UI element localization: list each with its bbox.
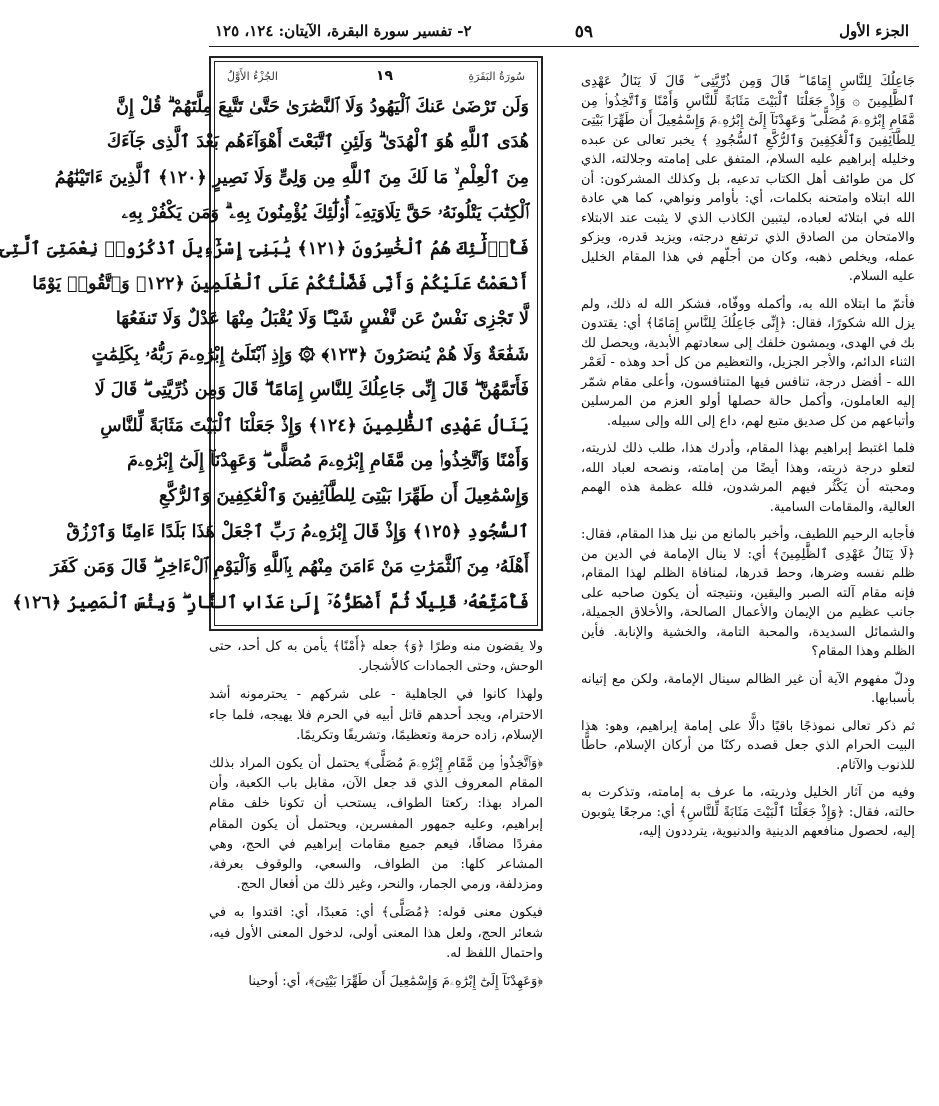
paragraph: فأتمّ ما ابتلاه الله به، وأكمله ووفّاه، فشكر الله له ذلك، ولم يزل الله شكورًا، فقال: ﴿إِنِّى جَاعِلُكَ لِلنَّاسِ إِمَامًا﴾ أي: يقتدون بك في الهدى، ويمشون خلفك إلى سعادتهم الأبدية، ويحصل لك الثناء الدائم، والأجر الجزيل، والتعظيم من كل أحد وهذه - لَعَمْر الله - أفضل درجة، تنافس فيها المتنافسون، وأعلى مقام شمّر إليه العاملون، وأكمل حالة حصلها أولو العزم من المرسلين وأتباعهم من كل صديق متبع لهم، داع إلى الله وإلى سبيله.	[581, 296, 915, 429]
quran-line: شَفَٰعَةٌ وَلَا هُمْ يُنصَرُونَ ﴿١٢٣﴾ ۞ وَإِذِ ٱبْتَلَىٰٓ إِبْرَٰهِۦمَ رَبُّهُۥ بِكَلِمَٰتٍ	[91, 344, 529, 365]
quran-line: فَأُمَتِّعُهُۥ قَلِيلًا ثُمَّ أَضْطَرُّهُۥٓ إِلَىٰ عَذَابِ ٱلنَّارِ ۖ وَبِئْسَ ٱلْمَصِيرُ ﴿١٢٦﴾	[12, 592, 529, 613]
page-header	[207, 22, 915, 44]
paragraph: فيكون معنى قوله: ﴿مُصَلًّى﴾ أي: مَعبدًا، أي: اقتدوا به في شعائر الحج، ولعل هذا المعنى أولى، لدخول المعنى الأول فيه، واحتمال اللفظ له.	[209, 905, 543, 961]
header-rule	[209, 46, 919, 47]
quran-line: يَنَالُ عَهْدِى ٱلظَّٰلِمِينَ ﴿١٢٤﴾ وَإِذْ جَعَلْنَا ٱلْبَيْتَ مَثَابَةً لِّلنَّاسِ	[100, 415, 529, 436]
paragraph: وفيه من آثار الخليل وذريته، ما عرف به إمامته، وتذكرت به حالته، فقال: ﴿وَإِذْ جَعَلْنَا ٱلْبَيْتَ مَثَابَةً لِّلنَّاسِ﴾ أي: مرجعًا يثوبون إليه، لحصول منافعهم الدينية والدنيوية، يترددون إليه،	[581, 785, 915, 839]
paragraph: جَاعِلُكَ لِلنَّاسِ إِمَامًا ۖ قَالَ وَمِن ذُرِّيَّتِى ۖ قَالَ لَا يَنَالُ عَهْدِى ٱلظَّٰلِمِينَ ۞ وَإِذْ جَعَلْنَا ٱلْبَيْتَ مَثَابَةً لِّلنَّاسِ وَأَمْنًا وَٱتَّخِذُوا۟ مِن مَّقَامِ إِبْرَٰهِۦمَ مُصَلًّى ۖ وَعَهِدْنَآ إِلَىٰٓ إِبْرَٰهِۦمَ وَإِسْمَٰعِيلَ أَن طَهِّرَا بَيْتِىَ لِلطَّآئِفِينَ وَٱلْعَٰكِفِينَ وَٱلرُّكَّعِ ٱلسُّجُودِ ﴾ يخبر تعالى عن عبده وخليله إبراهيم عليه السلام، المتفق على إمامته وجلالته، الذي كل من طوائف أهل الكتاب تدعيه، بل وكذلك المشركون: أن الله ابتلاه وامتحنه بكلمات، أي: بأوامر ونواهي، كما هي عادة الله في ابتلائه لعباده، ليتبين الكاذب الذي لا يثبت عند الابتلاء والامتحان من الصادق الذي ترتفع درجته، ويزيد قدره، ويزكو عمله، ويخلص ذهبه، وكان من أجلّهم في هذا المقام الخليل عليه السلام.	[581, 74, 915, 284]
mushaf-page-number: ١٩	[375, 68, 393, 84]
quran-line: ٱلْكِتَٰبَ يَتْلُونَهُۥ حَقَّ تِلَاوَتِهِۦٓ أُو۟لَٰٓئِكَ يُؤْمِنُونَ بِهِۦ ۗ وَمَن يَكْفُرْ بِهِۦ	[121, 203, 529, 224]
quran-line: وَلَن تَرْضَىٰ عَنكَ ٱلْيَهُودُ وَلَا ٱلنَّصَٰرَىٰ حَتَّىٰ تَتَّبِعَ مِلَّتَهُمْ ۗ قُلْ إِنَّ	[116, 97, 529, 117]
paragraph: ودلّ مفهوم الآية أن غير الظالم سينال الإمامة، ولكن مع إتيانه بأسبابها.	[581, 671, 915, 706]
quran-line: ٱلسُّجُودِ ﴿١٢٥﴾ وَإِذْ قَالَ إِبْرَٰهِۦمُ رَبِّ ٱجْعَلْ هَٰذَا بَلَدًا ءَامِنًا وَٱرْزُقْ	[66, 521, 529, 542]
quran-line: هُدَى ٱللَّهِ هُوَ ٱلْهُدَىٰ ۗ وَلَئِنِ ٱتَّبَعْتَ أَهْوَآءَهُم بَعْدَ ٱلَّذِى جَآءَكَ	[106, 132, 529, 153]
left-column	[209, 637, 543, 992]
quran-line: وَأَمْنًا وَٱتَّخِذُوا۟ مِن مَّقَامِ إِبْرَٰهِۦمَ مُصَلًّى ۖ وَعَهِدْنَآ إِلَىٰٓ إِبْرَٰهِۦمَ	[127, 451, 529, 472]
mushaf-surah-name: سُورَةُ البَقَرَةِ	[468, 70, 525, 83]
mushaf-page-inner	[0, 61, 538, 626]
quran-line: أَهْلَهُۥ مِنَ ٱلثَّمَرَٰتِ مَنْ ءَامَنَ مِنْهُم بِٱللَّهِ وَٱلْيَوْمِ ٱلْءَاخِرِ ۖ قَالَ وَمَن كَفَرَ	[50, 557, 529, 578]
right-column	[581, 72, 915, 842]
paragraph: فأجابه الرحيم اللطيف، وأخبر بالمانع من نيل هذا المقام، فقال: ﴿لَا يَنَالُ عَهْدِى ٱلظَّٰلِمِينَ﴾ أي: لا ينال الإمامة في الدين من ظلم نفسه وضرها، وحط قدرها، لمنافاة الظلم لهذا المقام، فإنه مقام آلته الصبر واليقين، ونتيجته أن يكون صاحبه على جانب عظيم من الإيمان والأعمال الصالحة، والأخلاق الجميلة، والشمائل السديدة، والمحبة التامة، والخشية والإنابة. فأين الظلم وهذا المقام؟	[581, 527, 915, 659]
quran-line: أَنْعَمْتُ عَلَيْكُمْ وَأَنِّى فَضَّلْتُكُمْ عَلَى ٱلْعَٰلَمِينَ ﴿١٢٢﴾ وَٱتَّقُوا۟ يَوْمًا	[32, 274, 529, 295]
quran-line: وَإِسْمَٰعِيلَ أَن طَهِّرَا بَيْتِىَ لِلطَّآئِفِينَ وَٱلْعَٰكِفِينَ وَٱلرُّكَّعِ	[159, 486, 529, 507]
paragraph: ثم ذكر تعالى نموذجًا باقيًا دالًّا على إمامة إبراهيم، وهو: هذا البيت الحرام الذي جعل قصده ركنًا من أركان الإسلام، حاطًّا للذنوب والآثام.	[581, 718, 915, 773]
paragraph: ﴿وَٱتَّخِذُوا۟ مِن مَّقَامِ إِبْرَٰهِۦمَ مُصَلًّى﴾ يحتمل أن يكون المراد بذلك المقام المعروف الذي قد جعل الآن، مقابل باب الكعبة، وأن المراد بهذا: ركعتا الطواف، يستحب أن تكونا خلف مقام إبراهيم، وعليه جمهور المفسرين، ويحتمل أن يكون المقام مفردًا مضافًا، فيعم جميع مقامات إبراهيم في الحج، وهي المشاعر كلها: من الطواف، والسعي، والوقوف بعرفة، ومزدلفة، ورمي الجمار، والنحر، وغير ذلك من أفعال الحج.	[209, 756, 543, 893]
paragraph: ولا يقضون منه وطرًا ﴿وَ﴾ جعله ﴿أَمْنًا﴾ يأمن به كل أحد، حتى الوحش، وحتى الجمادات كالأشجار.	[209, 639, 543, 675]
section-title: ٢- تفسير سورة البقرة، الآيتان: ١٢٤، ١٢٥	[215, 22, 472, 40]
mushaf-page-frame	[0, 56, 543, 631]
paragraph: ﴿وَعَهِدْنَآ إِلَىٰٓ إِبْرَٰهِۦمَ وَإِسْمَٰعِيلَ أَن طَهِّرَا بَيْتِىَ﴾، أي: أوحينا	[248, 974, 543, 990]
quran-line: فَأَتَمَّهُنَّ ۖ قَالَ إِنِّى جَاعِلُكَ لِلنَّاسِ إِمَامًا ۖ قَالَ وَمِن ذُرِّيَّتِى ۖ قَالَ لَا	[94, 380, 529, 401]
paragraph: ولهذا كانوا في الجاهلية - على شركهم - يحترمونه أشد الاحترام، ويجد أحدهم قاتل أبيه في الحرم فلا يهيجه، فلما جاء الإسلام، زاده حرمة وتعظيمًا، وتشريفًا وتكريمًا.	[209, 687, 543, 743]
paragraph: فلما اغتبط إبراهيم بهذا المقام، وأدرك هذا، طلب ذلك لذريته، لتعلو درجة ذريته، وهذا أيضًا من إمامته، ونصحه لعباد الله، ومحبته أن يَكْثُر فيهم المرشدون، فلله عظمة هذه الهمم العالية، والمقامات السامية.	[581, 441, 915, 515]
quran-line: لَّا تَجْزِى نَفْسٌ عَن نَّفْسٍ شَيْـًٔا وَلَا يُقْبَلُ مِنْهَا عَدْلٌ وَلَا تَنفَعُهَا	[115, 309, 529, 330]
quran-line: مِنَ ٱلْعِلْمِ ۙ مَا لَكَ مِنَ ٱللَّهِ مِن وَلِىٍّ وَلَا نَصِيرٍ ﴿١٢٠﴾ ٱلَّذِينَ ءَاتَيْنَٰهُمُ	[54, 167, 529, 188]
mushaf-juz-name: الجُزْءُ الأَوَّلُ	[227, 70, 278, 83]
juz-label: الجزء الأول	[839, 22, 909, 40]
mushaf-header	[223, 68, 529, 90]
page-number: ٥٩	[574, 22, 593, 42]
quran-line: فَأُو۟لَٰٓئِكَ هُمُ ٱلْخَٰسِرُونَ ﴿١٢١﴾ يَٰبَنِىٓ إِسْرَٰٓءِيلَ ٱذْكُرُوا۟ نِعْمَتِىَ ٱلَّتِىٓ	[0, 238, 529, 259]
